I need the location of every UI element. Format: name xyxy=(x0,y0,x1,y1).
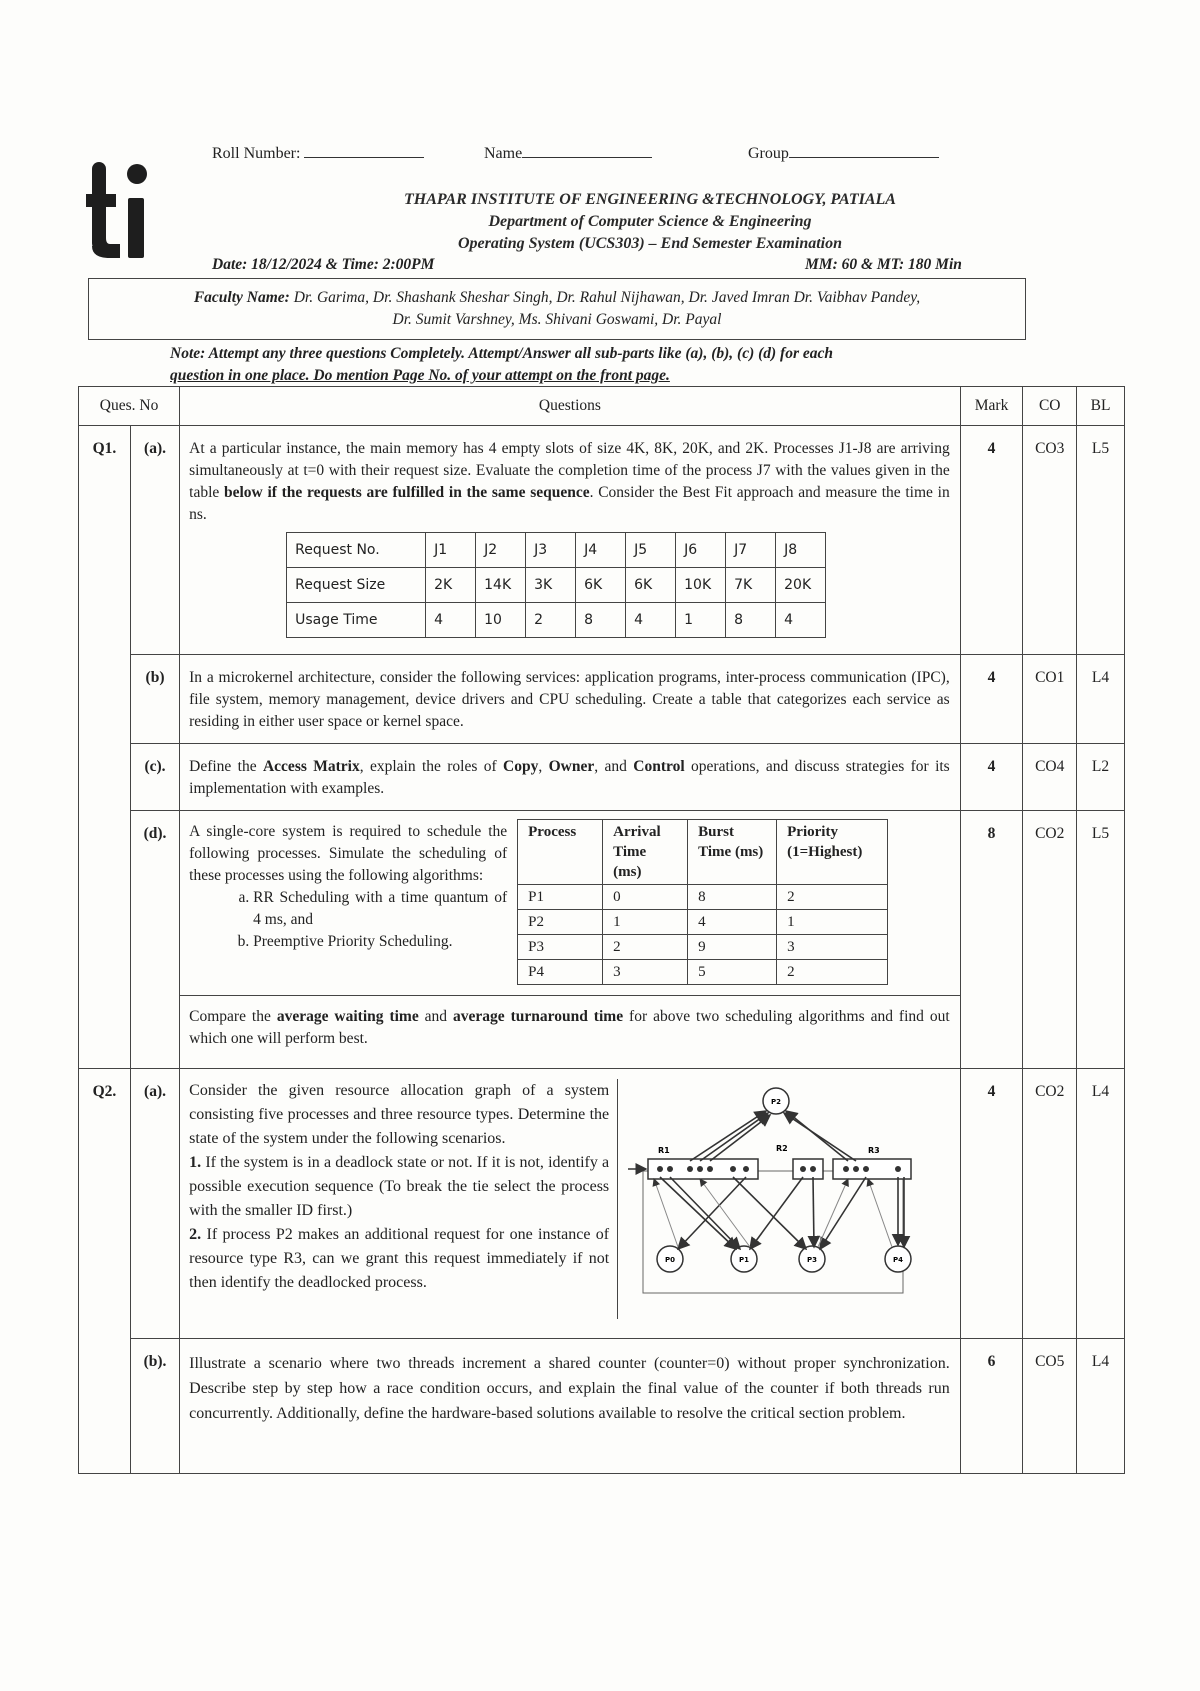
q1a-label: (a). xyxy=(130,426,179,655)
roll-number-label: Roll Number: xyxy=(212,145,301,162)
q1d-text xyxy=(180,811,961,1069)
q1c-bl: L2 xyxy=(1077,744,1125,811)
table-cell: 20K xyxy=(776,568,826,603)
list-item: b. Preemptive Priority Scheduling. xyxy=(253,931,507,953)
algorithm-list xyxy=(189,887,507,953)
label-p2: P2 xyxy=(771,1098,782,1106)
q1c-label: (c). xyxy=(130,744,179,811)
exam-note xyxy=(170,343,1000,387)
q2-number-cont xyxy=(79,1339,131,1474)
q2b-mark: 6 xyxy=(960,1339,1023,1474)
table-cell: 8 xyxy=(576,603,626,638)
q1c-text xyxy=(180,744,961,811)
q1d-mark: 8 xyxy=(960,811,1023,1069)
header-arrival: Arrival Time (ms) xyxy=(603,820,688,885)
q1d-compare-seg: for above two scheduling algorithms and find out which one will perform best. xyxy=(189,1008,950,1047)
q1c-text-seg: , explain the roles of xyxy=(359,758,504,775)
q1c-row xyxy=(79,744,1125,811)
scenario-number: 2. xyxy=(189,1226,202,1243)
course-title: Operating System (UCS303) – End Semester Examination xyxy=(457,235,843,252)
q1c-text-seg: , xyxy=(538,758,549,775)
table-cell: J6 xyxy=(676,533,726,568)
table-cell: J5 xyxy=(626,533,676,568)
label-p1: P1 xyxy=(739,1256,750,1264)
q1a-text-part2: . Consider the Best Fit approach and measure the time in ns. xyxy=(189,484,950,523)
ti-logo-icon xyxy=(86,160,166,260)
label-r1: R1 xyxy=(658,1146,670,1155)
q2a-co: CO2 xyxy=(1023,1069,1077,1339)
table-cell: 9 xyxy=(688,935,777,960)
q1b-bl: L4 xyxy=(1077,655,1125,744)
table-cell: 1 xyxy=(676,603,726,638)
header-process: Process xyxy=(518,820,603,885)
table-cell: 2 xyxy=(777,960,888,985)
table-cell: 8 xyxy=(726,603,776,638)
table-cell: 4 xyxy=(426,603,476,638)
faculty-label: Faculty Name: xyxy=(193,289,290,306)
name-label: Name xyxy=(484,145,523,162)
q1c-mark: 4 xyxy=(960,744,1023,811)
resource-allocation-graph xyxy=(617,1079,918,1319)
table-cell: 10K xyxy=(676,568,726,603)
q1b-text: In a microkernel architecture, consider the following services: application programs, inter-process communication (IPC), file system, memory management, device drivers and CPU scheduling. Create a table that categorizes each service as residing in either user space or kernel space. xyxy=(180,655,961,744)
q1d-label: (d). xyxy=(130,811,179,1069)
table-cell: P4 xyxy=(518,960,603,985)
label-p3: P3 xyxy=(807,1256,818,1264)
rag-diagram xyxy=(618,1079,918,1319)
q1a-row xyxy=(79,426,1125,655)
table-cell: 14K xyxy=(476,568,526,603)
table-cell: P2 xyxy=(518,910,603,935)
table-cell: 6K xyxy=(576,568,626,603)
note-line-1: Note: Attempt any three questions Completely. Attempt/Answer all sub-parts like (a), (b), (c) (d) for each xyxy=(170,345,834,362)
department-name: Department of Computer Science & Engineering xyxy=(488,213,812,230)
label-p4: P4 xyxy=(893,1256,904,1264)
table-row xyxy=(518,910,888,935)
q1c-text-bold: Copy xyxy=(503,758,539,775)
table-cell: 10 xyxy=(476,603,526,638)
table-cell: P3 xyxy=(518,935,603,960)
faculty-line-2: Dr. Sumit Varshney, Ms. Shivani Goswami, Dr. Payal xyxy=(392,311,722,328)
process-table xyxy=(517,819,888,985)
header-co: CO xyxy=(1023,387,1077,426)
q2a-text xyxy=(180,1069,961,1339)
table-cell: 4 xyxy=(626,603,676,638)
table-row xyxy=(518,935,888,960)
q1c-text-bold: Owner xyxy=(548,758,595,775)
q1b-mark: 4 xyxy=(960,655,1023,744)
q1d-intro xyxy=(189,821,507,985)
q1-number-cont xyxy=(79,811,131,1069)
q1d-compare-bold: average turnaround time xyxy=(453,1008,624,1025)
q1c-co: CO4 xyxy=(1023,744,1077,811)
q1-number-cont xyxy=(79,655,131,744)
table-row xyxy=(518,960,888,985)
group-label: Group xyxy=(748,145,789,162)
table-cell: J7 xyxy=(726,533,776,568)
header-questions: Questions xyxy=(180,387,961,426)
questions-table xyxy=(78,386,1125,1474)
table-cell: 0 xyxy=(603,885,688,910)
scenario-1: If the system is in a deadlock state or not. If it is not, identify a possible execution sequence (To break the tie select the process with the smaller ID first.) xyxy=(189,1154,610,1219)
q2-number: Q2. xyxy=(79,1069,131,1339)
note-line-2: question in one place. Do mention Page No. of your attempt on the front page. xyxy=(170,367,670,384)
institute-name: THAPAR INSTITUTE OF ENGINEERING &TECHNOLOGY, PATIALA xyxy=(404,191,896,208)
q2b-row xyxy=(79,1339,1125,1474)
faculty-names-1: Dr. Garima, Dr. Shashank Sheshar Singh, Dr. Rahul Nijhawan, Dr. Javed Imran Dr. Vaibhav Pandey, xyxy=(293,289,921,306)
q1b-co: CO1 xyxy=(1023,655,1077,744)
label-r3: R3 xyxy=(868,1146,880,1155)
q1d-top xyxy=(189,821,950,985)
q1d-compare-seg: and xyxy=(418,1008,454,1025)
q2b-label: (b). xyxy=(130,1339,179,1474)
process-table-header xyxy=(518,820,888,885)
table-cell: 2 xyxy=(526,603,576,638)
header-priority: Priority (1=Highest) xyxy=(777,820,888,885)
header-mark: Mark xyxy=(960,387,1023,426)
q1d-compare xyxy=(180,995,960,1050)
q2a-intro: Consider the given resource allocation graph of a system consisting five processes and three resource types. Determine the state of the system under the following scenarios. xyxy=(189,1082,610,1147)
date-time: Date: 18/12/2024 & Time: 2:00PM xyxy=(212,256,435,273)
q2a-mark: 4 xyxy=(960,1069,1023,1339)
name-blank xyxy=(522,143,652,158)
q1d-bl: L5 xyxy=(1077,811,1125,1069)
q2b-text: Illustrate a scenario where two threads increment a shared counter (counter=0) without proper synchronization. Describe step by step how a race condition occurs, and explain the final value of the counter if both threads run concurrently. Additionally, define the hardware-based solutions available to resolve the critical section problem. xyxy=(180,1339,961,1474)
table-cell: 2 xyxy=(603,935,688,960)
usage-time-row xyxy=(287,603,826,638)
header-burst: Burst Time (ms) xyxy=(688,820,777,885)
q1a-text-bold: below if the requests are fulfilled in the same sequence xyxy=(223,484,590,501)
table-cell: J2 xyxy=(476,533,526,568)
header-bl: BL xyxy=(1077,387,1125,426)
q1a-mark: 4 xyxy=(960,426,1023,655)
roll-number-blank xyxy=(304,143,424,158)
table-cell: 3 xyxy=(777,935,888,960)
list-item: a. RR Scheduling with a time quantum of 4 ms, and xyxy=(253,887,507,931)
table-row xyxy=(518,885,888,910)
q1b-row xyxy=(79,655,1125,744)
name-field xyxy=(484,143,652,163)
table-cell: 8 xyxy=(688,885,777,910)
table-cell: 1 xyxy=(777,910,888,935)
group-field xyxy=(748,143,939,163)
q1c-text-seg: operations, and discuss strategies for its implementation with examples. xyxy=(189,758,950,797)
faculty-line-1 xyxy=(89,287,1025,309)
q1c-text-seg: Define the xyxy=(189,758,263,775)
q1d-compare-bold: average waiting time xyxy=(276,1008,419,1025)
request-size-row xyxy=(287,568,826,603)
q1a-text xyxy=(180,426,961,655)
q2a-label: (a). xyxy=(130,1069,179,1339)
q1d-co: CO2 xyxy=(1023,811,1077,1069)
q1a-co: CO3 xyxy=(1023,426,1077,655)
q1c-text-bold: Control xyxy=(633,758,685,775)
q2a-row xyxy=(79,1069,1125,1339)
table-cell: 4 xyxy=(688,910,777,935)
q1d-intro-text: A single-core system is required to schedule the following processes. Simulate the scheduling of these processes using the following algorithms: xyxy=(189,823,508,884)
table-cell: J8 xyxy=(776,533,826,568)
header-ques-no: Ques. No xyxy=(79,387,180,426)
q1c-text-seg: , and xyxy=(594,758,634,775)
q1a-bl: L5 xyxy=(1077,426,1125,655)
scenario-number: 1. xyxy=(189,1154,202,1171)
table-cell: J1 xyxy=(426,533,476,568)
q1d-row xyxy=(79,811,1125,1069)
scenario-2: If process P2 makes an additional request for one instance of resource type R3, can we grant this request immediately if not then identify the deadlocked process. xyxy=(189,1226,610,1291)
label-r2: R2 xyxy=(776,1144,788,1153)
row-label-usage-time: Usage Time xyxy=(287,603,426,638)
table-cell: J3 xyxy=(526,533,576,568)
q1-number: Q1. xyxy=(79,426,131,655)
table-cell: 7K xyxy=(726,568,776,603)
table-cell: 2 xyxy=(777,885,888,910)
q2a-content xyxy=(189,1079,960,1319)
table-cell: 1 xyxy=(603,910,688,935)
faculty-box xyxy=(88,278,1026,340)
q1d-compare-seg: Compare the xyxy=(189,1008,277,1025)
q1c-text-bold: Access Matrix xyxy=(262,758,360,775)
table-cell: 4 xyxy=(776,603,826,638)
table-cell: P1 xyxy=(518,885,603,910)
label-p0: P0 xyxy=(665,1256,676,1264)
q2b-co: CO5 xyxy=(1023,1339,1077,1474)
q1-number-cont xyxy=(79,744,131,811)
max-marks-time: MM: 60 & MT: 180 Min xyxy=(805,256,962,273)
graph-edges xyxy=(660,1111,904,1249)
q2a-description xyxy=(189,1079,609,1319)
q2a-bl: L4 xyxy=(1077,1069,1125,1339)
table-cell: J4 xyxy=(576,533,626,568)
row-label-request-size: Request Size xyxy=(287,568,426,603)
table-header-row xyxy=(79,387,1125,426)
table-cell: 2K xyxy=(426,568,476,603)
table-cell: 3K xyxy=(526,568,576,603)
table-cell: 3 xyxy=(603,960,688,985)
group-blank xyxy=(789,143,939,158)
table-cell: 6K xyxy=(626,568,676,603)
q1b-label: (b) xyxy=(130,655,179,744)
resource-r2 xyxy=(793,1159,823,1179)
roll-number-field xyxy=(212,143,424,163)
q1a-text-part1: At a particular instance, the main memory has 4 empty slots of size 4K, 8K, 20K, and 2K. Processes J1-J8 are arriving simultaneously at t=0 with their request size. Evaluate the completion time of the process J7 with the values given in the table xyxy=(189,440,950,501)
row-label-request-no: Request No. xyxy=(287,533,426,568)
q2b-bl: L4 xyxy=(1077,1339,1125,1474)
request-table xyxy=(286,532,826,638)
table-cell: 5 xyxy=(688,960,777,985)
request-no-row xyxy=(287,533,826,568)
